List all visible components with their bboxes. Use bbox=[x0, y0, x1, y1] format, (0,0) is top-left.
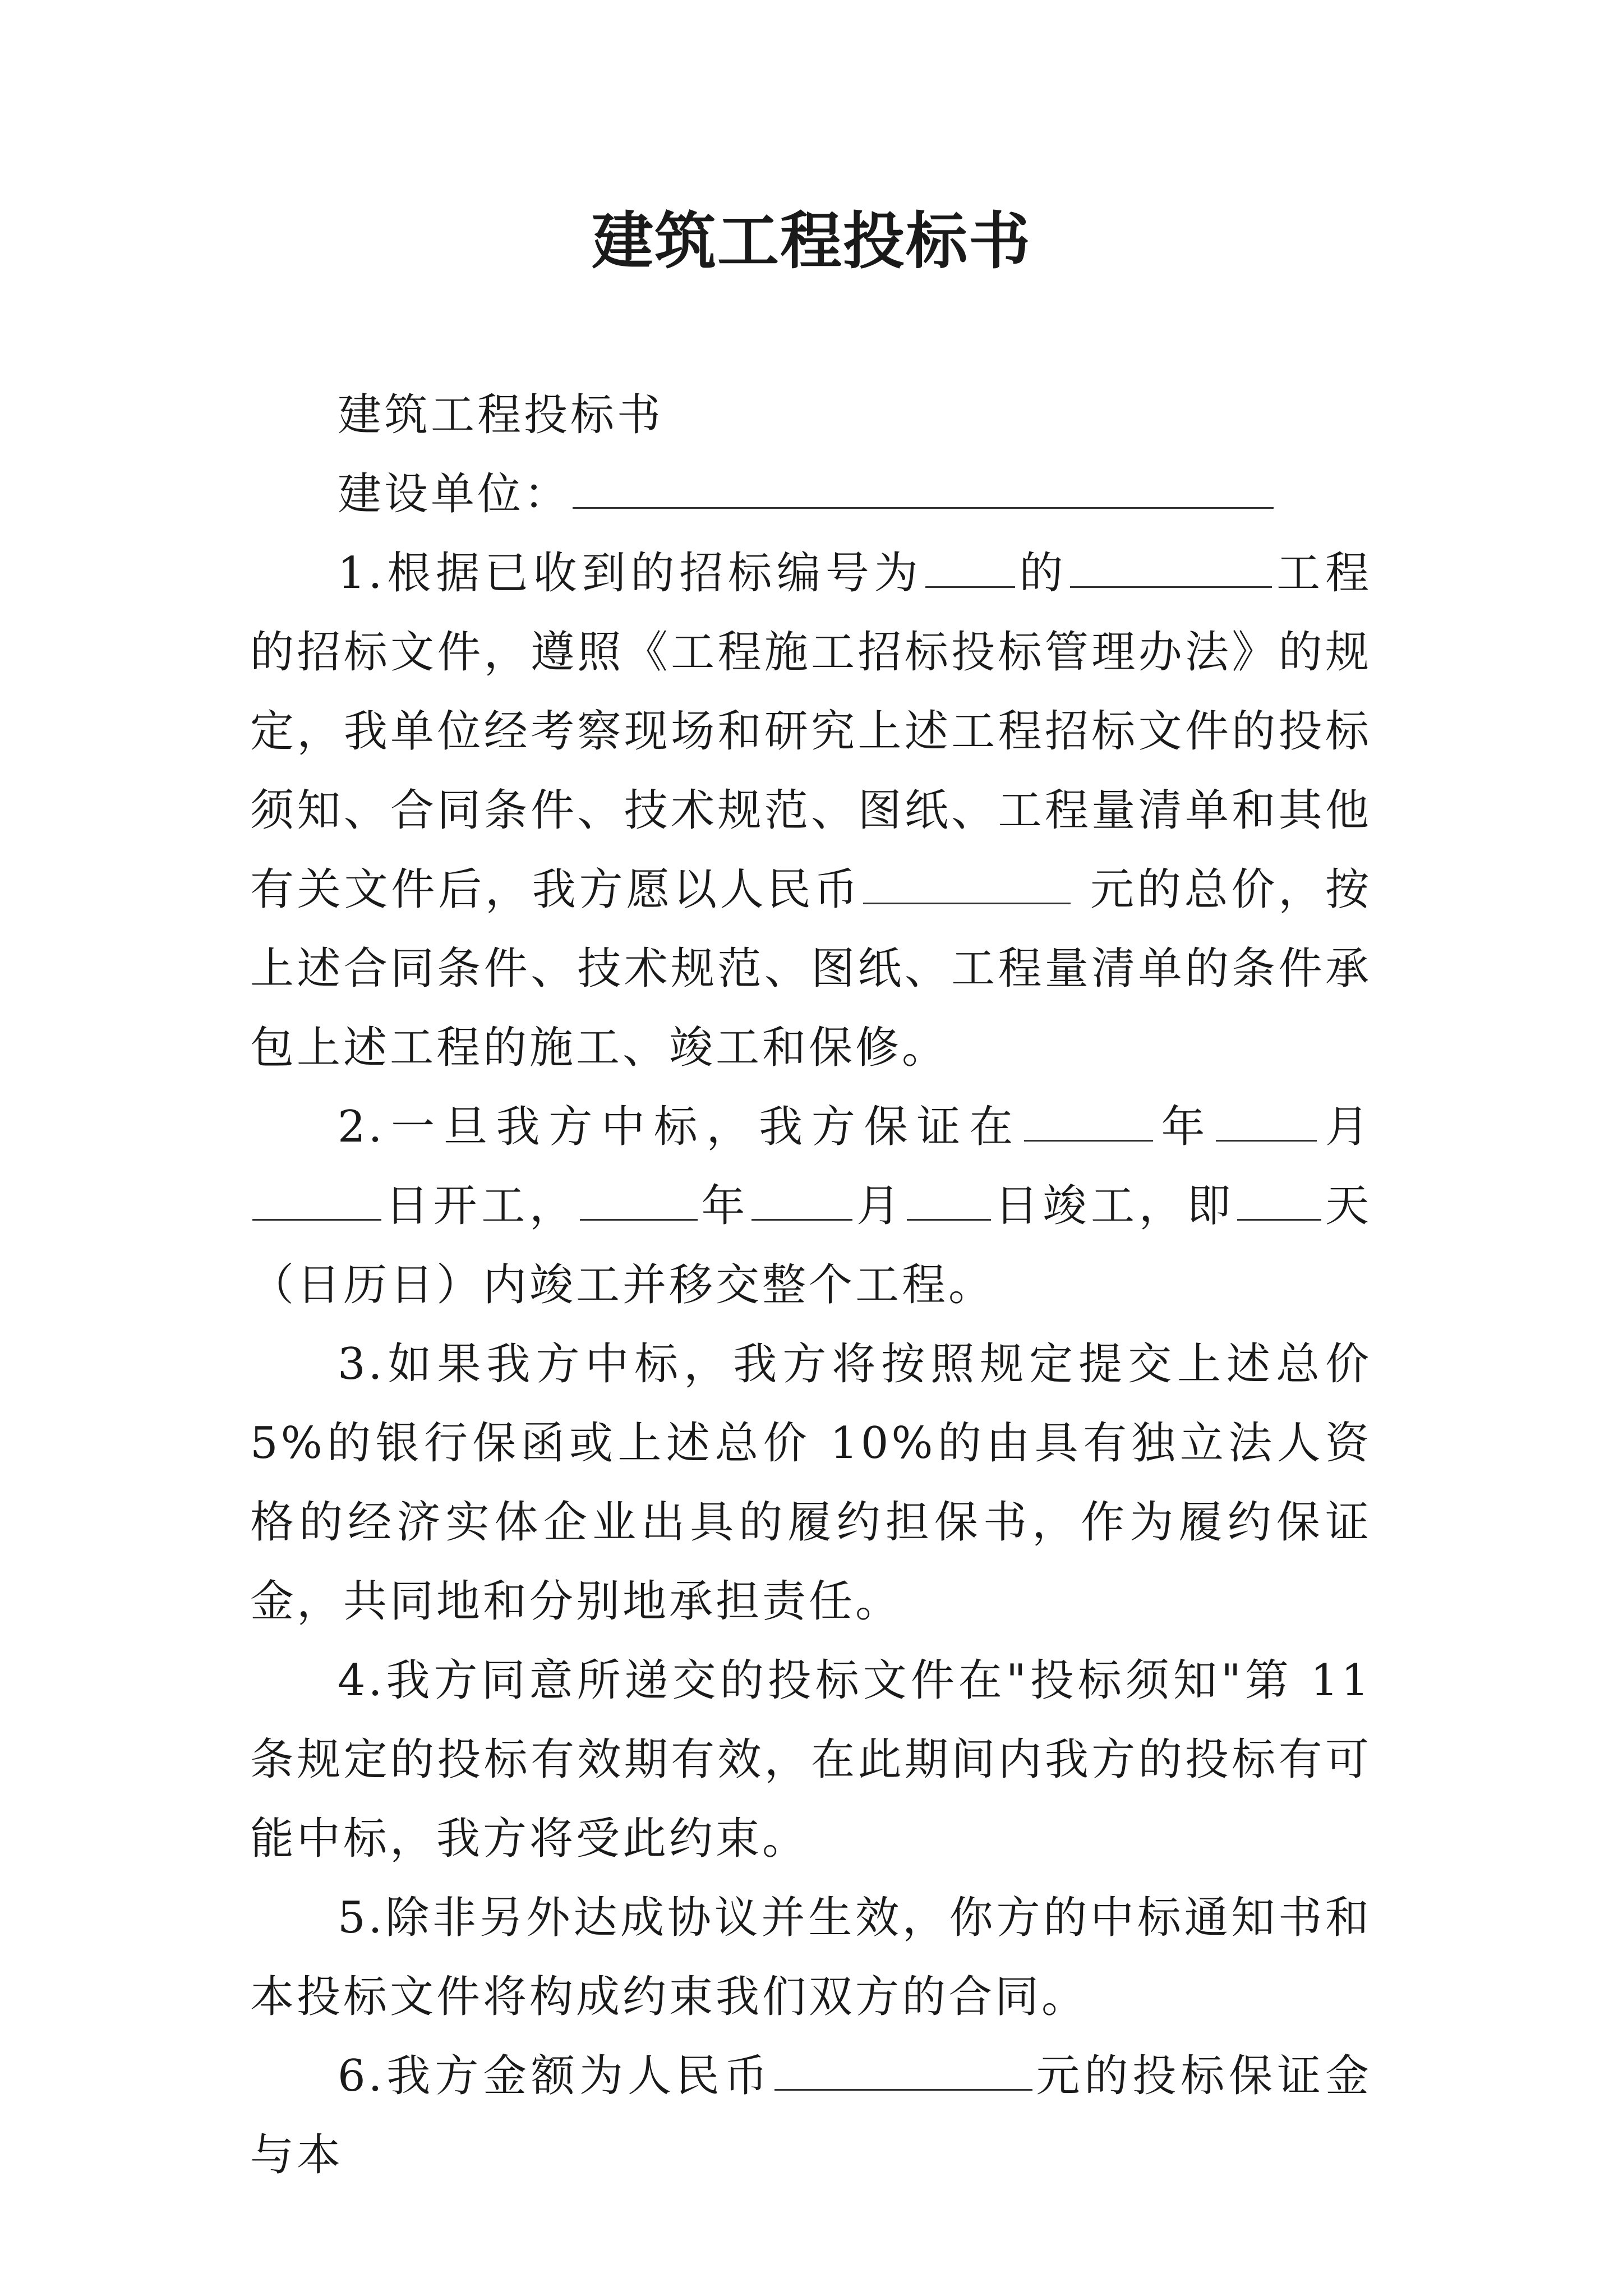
finish-month-blank bbox=[751, 1180, 852, 1221]
paragraph-3: 3.如果我方中标，我方将按照规定提交上述总价 5%的银行保函或上述总价 10%的由具有独立法人资格的经济实体企业出具的履约担保书，作为履约保证金，共同地和分别地承担责任。 bbox=[250, 1339, 1372, 1627]
finish-day-blank bbox=[907, 1180, 991, 1221]
p2-text-c: 月 bbox=[1319, 1102, 1372, 1152]
subtitle-line: 建筑工程投标书 bbox=[338, 390, 664, 440]
finish-year-blank bbox=[580, 1180, 698, 1221]
p1-text-d: 元的总价，按上述合同条件、技术规范、图纸、工程量清单的条件承包上述工程的施工、竣工和保修。 bbox=[250, 864, 1372, 1073]
start-year-blank bbox=[1024, 1101, 1153, 1142]
paragraph-5: 5.除非另外达成协议并生效，你方的中标通知书和本投标文件将构成约束我们双方的合同。 bbox=[250, 1893, 1372, 2022]
construction-unit-line bbox=[250, 455, 1372, 534]
start-day-blank bbox=[252, 1180, 381, 1221]
p2-text-a: 2.一旦我方中标，我方保证在 bbox=[338, 1102, 1022, 1152]
p2-text-d: 日开工， bbox=[384, 1181, 578, 1231]
paragraph-6 bbox=[250, 2037, 1372, 2195]
paragraph-4: 4.我方同意所递交的投标文件在"投标须知"第 11 条规定的投标有效期有效，在此期间内我方的投标有可能中标，我方将受此约束。 bbox=[250, 1655, 1372, 1864]
p2-text-f: 月 bbox=[855, 1181, 905, 1231]
p6-text-a: 6.我方金额为人民币 bbox=[338, 2051, 772, 2101]
p6-text-b: 元的投标保证金与本 bbox=[250, 2051, 1372, 2180]
construction-unit-blank bbox=[573, 468, 1274, 509]
bid-bond-blank bbox=[774, 2050, 1032, 2091]
p1-text-a: 1.根据已收到的招标编号为 bbox=[338, 548, 923, 599]
construction-unit-label: 建设单位： bbox=[338, 469, 571, 519]
p1-text-c: 工程的招标文件，遵照《工程施工招标投标管理办法》的规定，我单位经考察现场和研究上述工程招标文件的投标须知、合同条件、技术规范、图纸、工程量清单和其他有关文件后，我方愿以人民币 bbox=[250, 548, 1372, 915]
days-blank bbox=[1237, 1180, 1321, 1221]
p2-text-g: 日竣工，即 bbox=[993, 1181, 1235, 1231]
p2-text-h: 天（日历日）内竣工并移交整个工程。 bbox=[250, 1181, 1372, 1310]
document-title: 建筑工程投标书 bbox=[592, 205, 1031, 277]
paragraph-2 bbox=[250, 1088, 1372, 1325]
total-price-blank bbox=[863, 863, 1071, 904]
paragraph-1 bbox=[250, 534, 1372, 1088]
project-name-blank bbox=[1070, 547, 1272, 588]
p2-text-e: 年 bbox=[699, 1181, 750, 1231]
p1-text-b: 的 bbox=[1017, 548, 1068, 599]
start-month-blank bbox=[1216, 1101, 1317, 1142]
document-body bbox=[250, 376, 1372, 2195]
tender-number-blank bbox=[925, 547, 1015, 588]
p2-text-b: 年 bbox=[1155, 1102, 1214, 1152]
